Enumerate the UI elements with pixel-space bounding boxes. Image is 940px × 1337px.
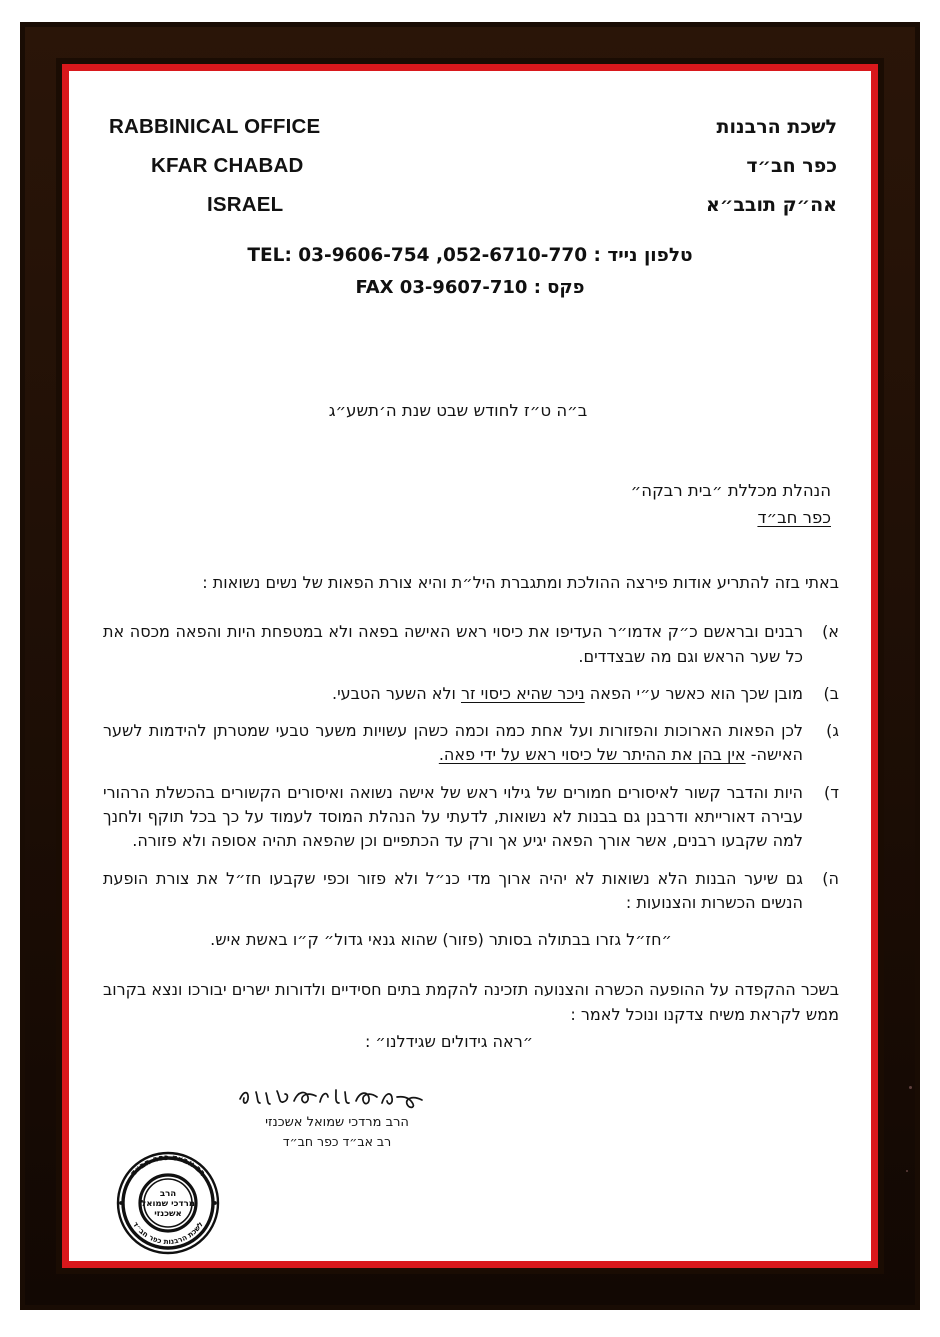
clause-emphasis: אין בהן את ההיתר של כיסוי ראש על ידי פאה. (438, 745, 746, 765)
addressee-line-1: הנהלת מכללת ״בית רבקה״ (630, 481, 831, 500)
clause-text (103, 682, 803, 706)
clause-marker: ב) (823, 683, 839, 703)
letterhead-english-line3: ISRAEL (207, 193, 284, 216)
handwritten-signature-icon (187, 1083, 487, 1113)
letterhead (69, 115, 871, 309)
svg-text:רב אב״ד כפר חב״ד: רב אב״ד כפר חב״ד (127, 1151, 209, 1178)
clause-run: לכן הפאות הארוכות והפזורות ועל אחת כמה וכמה כשהן עשויות משער טבעי שמטרתן להידמות לשער האישה- (103, 721, 803, 765)
letterhead-row-1 (103, 115, 837, 139)
signatory-name: הרב מרדכי שמואל אשכנזי (265, 1115, 409, 1130)
clause-marker: א) (822, 622, 839, 642)
signature-block (187, 1083, 487, 1151)
letterhead-hebrew-line2: כפר חב״ד (746, 155, 837, 177)
letterhead-contact (103, 245, 837, 298)
letter-paper (69, 71, 871, 1261)
clause-list (103, 620, 839, 915)
svg-text:לשכת הרבנות כפר חב״ד: לשכת הרבנות כפר חב״ד (131, 1220, 205, 1247)
addressee-block (103, 478, 839, 531)
letterhead-row-2 (103, 154, 837, 178)
clause-run: גם שיער הבנות הלא נשואות לא יהיה ארוך מדי כנ״ל ולא פזור וכפי שקבעו חז״ל את צורת הופעת הנשים הכשרות והצנועות : (103, 868, 803, 913)
clause-marker: ד) (824, 782, 839, 802)
clause-quote: ״חז״ל גזרו בבתולה בסותר (פזור) שהוא גנאי גדול״ ק״ו באשת איש. (210, 930, 672, 950)
fax-line: פקס : FAX 03-9607-710 (355, 277, 585, 298)
clause-run: ולא השער הטבעי. (331, 683, 461, 703)
clause-text (103, 620, 803, 669)
phone-line: טלפון נייד : 052-6710-770, TEL: 03-9606-754 (247, 245, 693, 266)
closing-paragraph: בשכר ההקפדה על ההופעה הכשרה והצנועה תזכינה להקמת בתים חסידיים ולדורות ישרים יבורכו ונצא בקרוב ממש לקראת משיח צדקנו ונוכל לאמר : (103, 980, 839, 1025)
signatory-title: רב אב״ד כפר חב״ד (282, 1133, 392, 1149)
hebrew-date-line: ב״ה ט״ז לחודש שבט שנת ה׳תשע״ג (328, 401, 588, 420)
clause-run: רבנים ובראשם כ״ק אדמו״ר העדיפו את כיסוי ראש האישה בפאה ולא במטפחת היות והפאה מכסה את כל שער הראש וגם מה שבצדדים. (103, 622, 803, 666)
letterhead-english-line2: KFAR CHABAD (151, 154, 304, 177)
clause-item (103, 867, 839, 916)
addressee-line-2: כפר חב״ד (757, 507, 831, 527)
letterhead-hebrew-line3: אה״ק תובב״א (706, 194, 837, 216)
letterhead-english-line1: RABBINICAL OFFICE (109, 115, 321, 138)
intro-paragraph: באתי בזה להתריע אודות פירצה ההולכת ומתגברת היל״ת והיא צורת הפאות של נשים נשואות : (202, 573, 839, 593)
clause-item (103, 719, 839, 768)
svg-text:הרב: הרב (159, 1189, 177, 1199)
scan-speck (906, 1170, 908, 1172)
letterhead-row-3 (103, 193, 837, 217)
clause-run: היות והדבר קשור לאיסורים חמורים של גילוי ראש של אישה נשואה ואיסורים הקשורים בהכשלת הרהורי עבירה דאורייתא ודרבנן גם בבנות לא נשואות, לדעתי על הנהלת המוסד לעמוד על כך בכל תוקף ולחנך למה שקבעו רבנים, אשר אורך הפאה יגיע אך ורק עד הכתפיים וכן שהפאה תהיה אסופה ולא פזורה. (103, 782, 803, 851)
official-seal-stamp (109, 1144, 227, 1261)
clause-text (103, 867, 803, 916)
clause-item (103, 781, 839, 854)
letterhead-hebrew-line1: לשכת הרבנות (716, 116, 837, 138)
closing-quote: ״ראה גידולים שגידלנו״ : (364, 1031, 534, 1051)
letter-body (69, 401, 871, 1051)
clause-text (103, 719, 803, 768)
clause-marker: ג) (826, 721, 839, 741)
clause-emphasis: ניכר שהיא כיסוי זר (460, 683, 585, 703)
clause-marker: ה) (822, 868, 839, 888)
svg-text:מרדכי שמואל: מרדכי שמואל (141, 1199, 195, 1209)
clause-text (103, 781, 803, 854)
scan-speck (909, 1086, 912, 1089)
clause-item (103, 682, 839, 706)
svg-text:אשכנזי: אשכנזי (154, 1209, 182, 1219)
clause-item (103, 620, 839, 669)
clause-run: מובן שכך הוא כאשר ע״י הפאה (584, 683, 803, 703)
